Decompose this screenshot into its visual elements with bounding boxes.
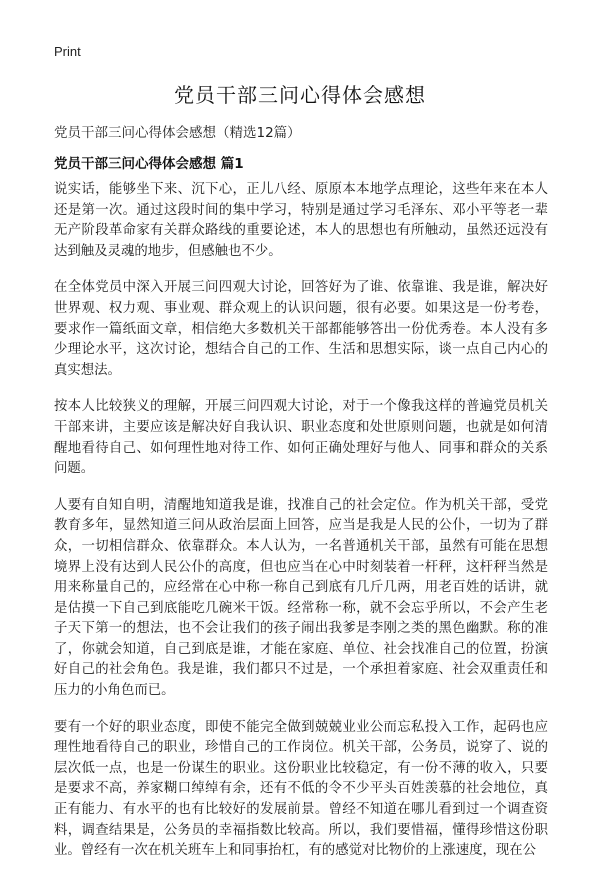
- print-link[interactable]: Print: [54, 44, 81, 59]
- document-title: 党员干部三问心得体会感想: [174, 83, 426, 107]
- document-subtitle: 党员干部三问心得体会感想（精选12篇）: [54, 125, 301, 141]
- paragraph: 在全体党员中深入开展三问四观大讨论，回答好为了谁、依靠谁、我是谁，解决好世界观、权力观、事业观、群众观上的认识问题，很有必要。如果这是一份考卷，要求作一篇纸面文章，相信绝大多数机关干部都能够答出一份优秀卷。本人没有多少理论水平，这次讨论，想结合自己的工作、生活和思想实际，谈一点自己内心的真实想法。: [54, 280, 548, 378]
- paragraph: 人要有自知自明，清醒地知道我是谁，找准自己的社会定位。作为机关干部，受党教育多年，显然知道三问从政治层面上回答，应当是我是人民的公仆，一切为了群众，一切相信群众、依靠群众。本人认为，一名普通机关干部，虽然有可能在思想境界上没有达到人民公仆的高度，但也应当在心中时刻装着一杆秤，这杆秤当然是用来称量自己的，应经常在心中称一称自己到底有几斤几两，用老百姓的话讲，就是估摸一下自己到底能吃几碗米干饭。经常称一称，就不会忘乎所以，不会产生老子天下第一的想法，也不会让我们的孩子闹出我爹是李刚之类的黑色幽默。称的准了，你就会知道，自己到底是谁，才能在家庭、单位、社会找准自己的位置，扮演好自己的社会角色。我是谁，我们都只不过是，一个承担着家庭、社会双重责任和压力的小角色而已。: [54, 497, 548, 699]
- paragraph: 按本人比较狭义的理解，开展三问四观大讨论，对于一个像我这样的普遍党员机关干部来讲，主要应该是解决好自我认识、职业态度和处世原则问题，也就是如何清醒地看待自己、如何理性地对待工作、如何正确处理好与他人、同事和群众的关系问题。: [54, 399, 548, 477]
- article-body: [54, 180, 548, 878]
- paragraph: 说实话，能够坐下来、沉下心，正儿八经、原原本本地学点理论，这些年来在本人还是第一次。通过这段时间的集中学习，特别是通过学习毛泽东、邓小平等老一辈无产阶段革命家有关群众路线的重要论述，本人的思想也有所触动，虽然还远没有达到触及灵魂的地步，但感触也不少。: [54, 182, 548, 259]
- paragraph: 要有一个好的职业态度，即使不能完全做到兢兢业业公而忘私投入工作，起码也应理性地看待自己的职业，珍惜自己的工作岗位。机关干部，公务员，说穿了、说的层次低一点，也是一份谋生的职业。这份职业比较稳定，有一份不薄的收入，只要是要求不高，养家糊口绰绰有余，还有不低的令不少平头百姓羡慕的社会地位，真正有能力、有水平的也有比较好的发展前景。曾经不知道在哪儿看到过一个调查资料，调查结果是，公务员的幸福指数比较高。所以，我们要惜福，懂得珍惜这份职业。曾经有一次在机关班车上和同事抬杠，有的感觉对比物价的上涨速度，现在公: [54, 719, 548, 859]
- section-heading: 党员干部三问心得体会感想 篇1: [54, 156, 244, 172]
